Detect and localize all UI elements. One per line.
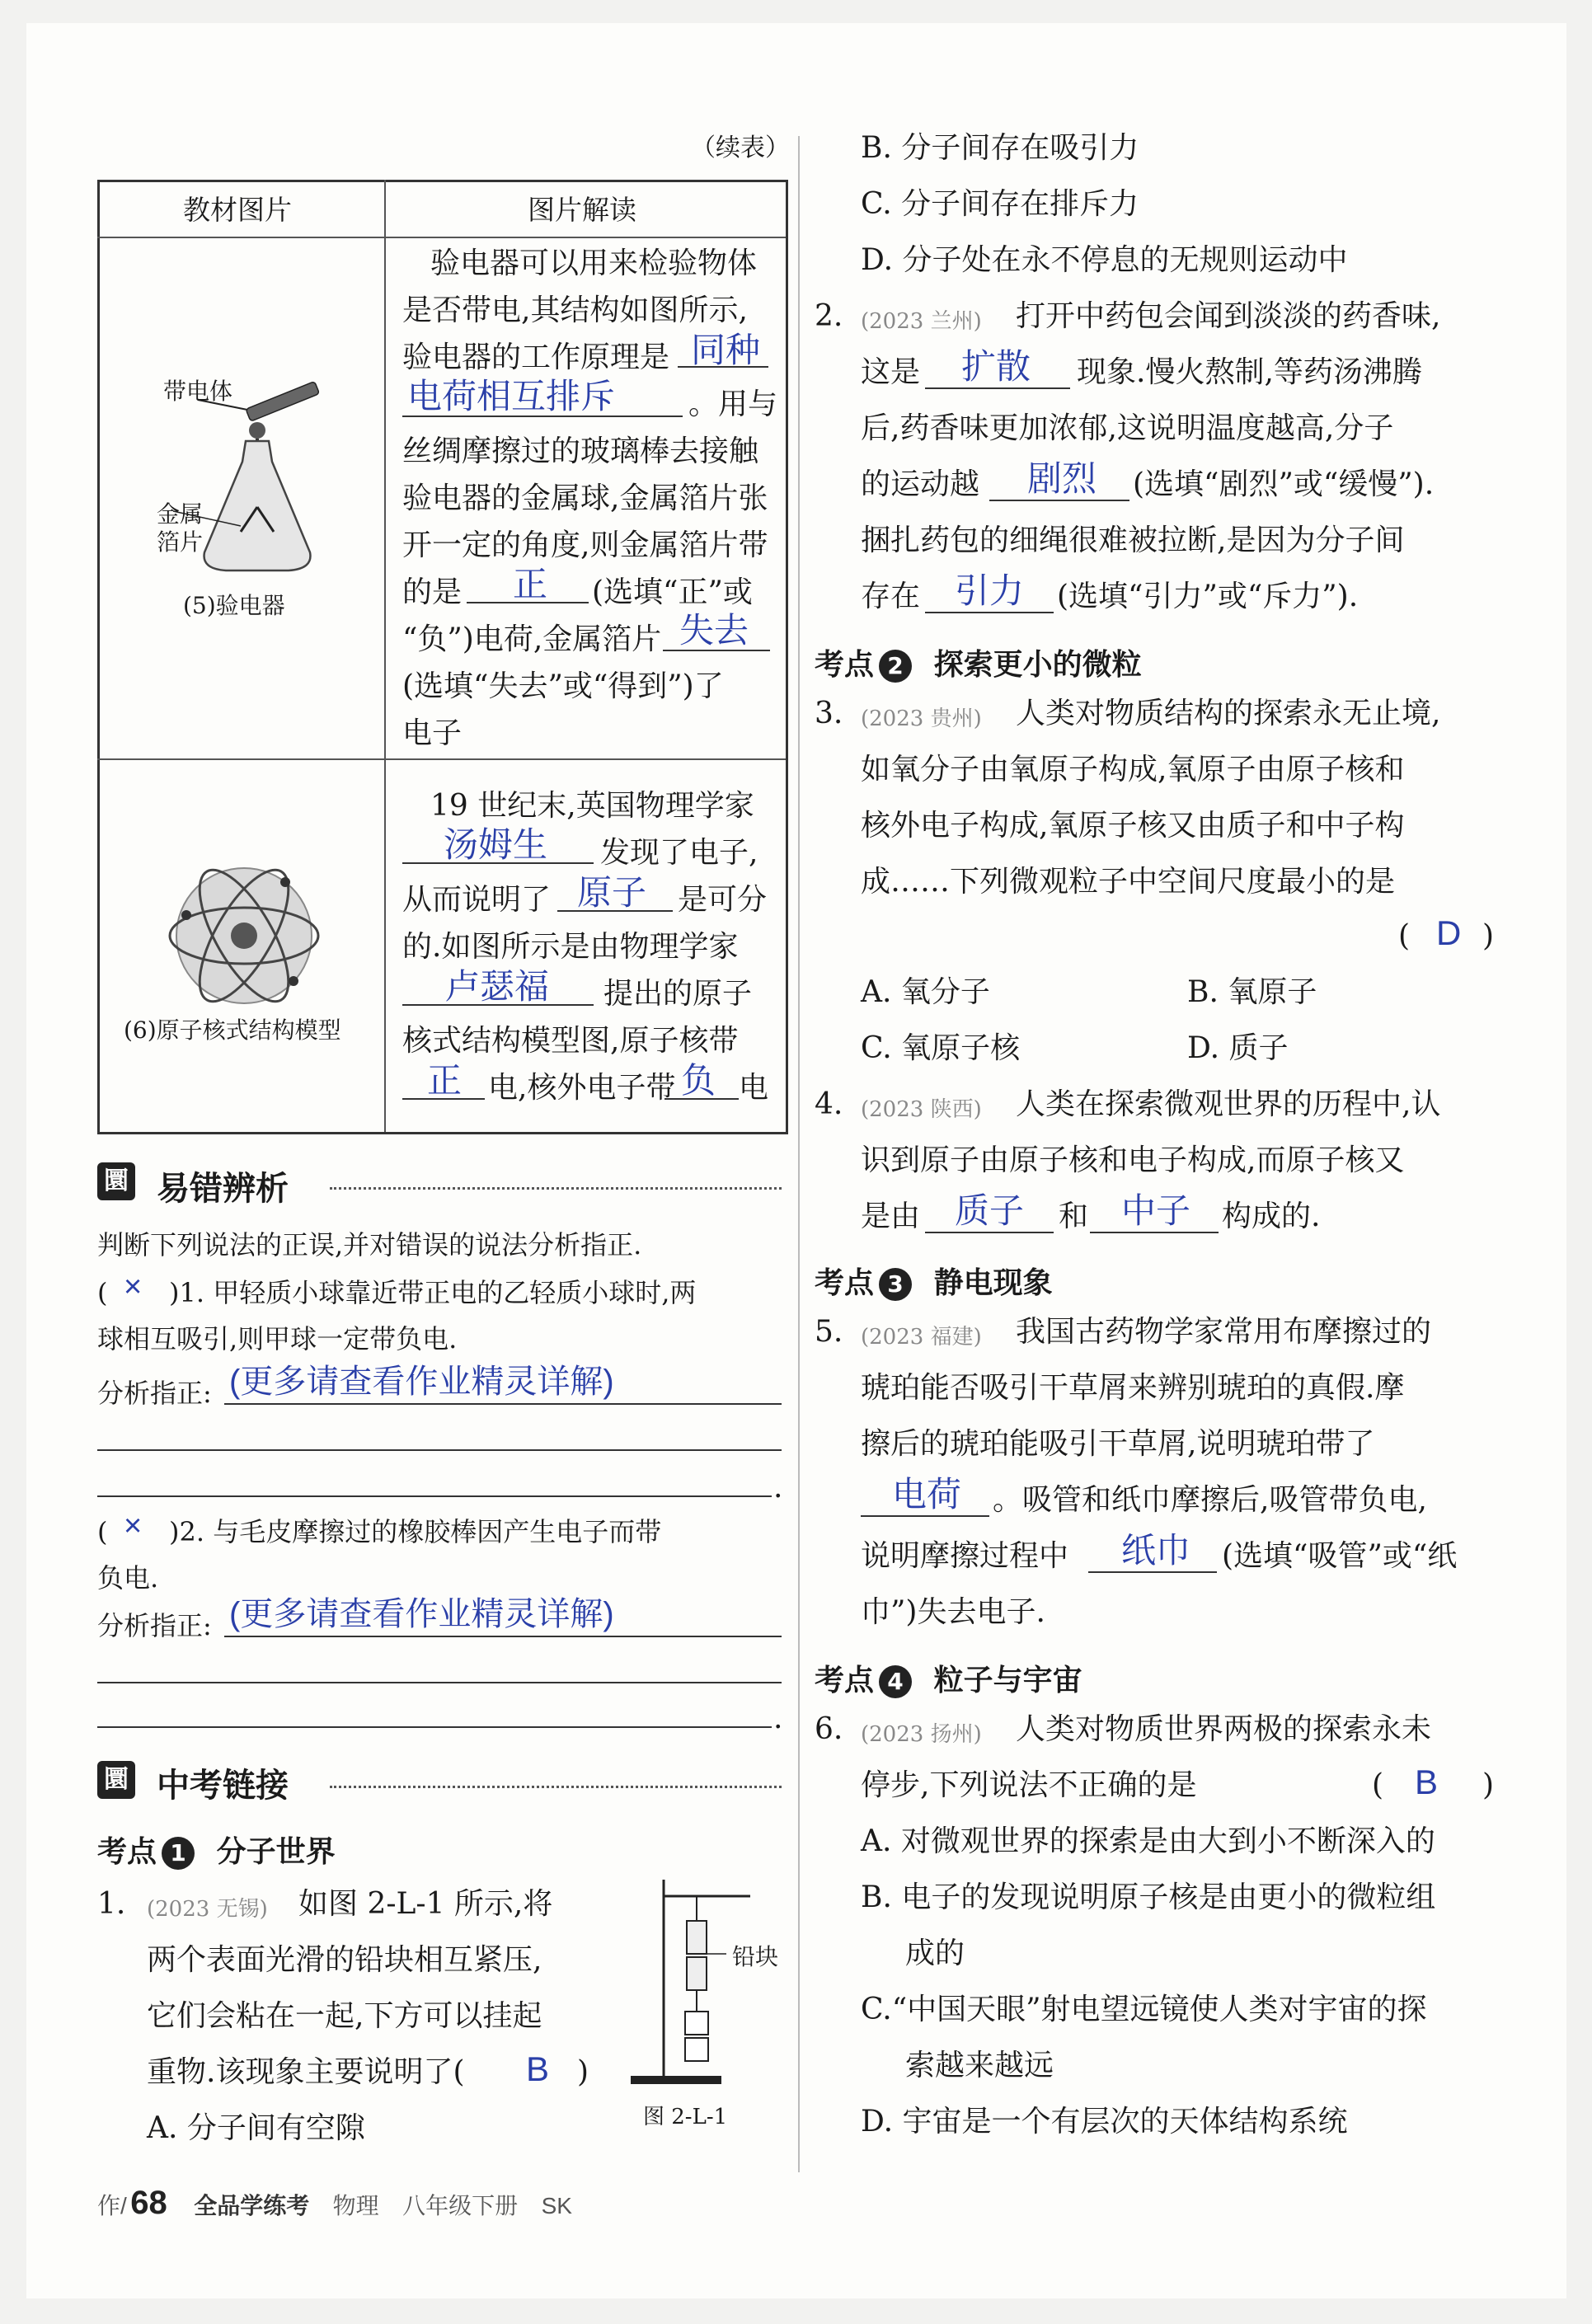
q1-line: 它们会粘在一起,下方可以挂起 bbox=[147, 1999, 542, 2033]
q4-num: 4. bbox=[815, 1087, 843, 1121]
kp-label: 考点 bbox=[815, 1664, 875, 1697]
q1-optB: B. 分子间存在吸引力 bbox=[861, 131, 1139, 165]
q4-line: 是由 bbox=[861, 1200, 921, 1233]
row1-line: 电子 bbox=[402, 716, 463, 750]
q4-line: 构成的. bbox=[1222, 1200, 1321, 1233]
answer-positive: 正 bbox=[513, 565, 548, 603]
blank bbox=[989, 493, 1129, 501]
fig-label-foil: 箔片 bbox=[157, 528, 204, 556]
blank bbox=[467, 595, 589, 603]
q5-answer-charge: 电荷 bbox=[892, 1475, 962, 1514]
q1-optC: C. 分子间存在排斥力 bbox=[861, 187, 1139, 221]
kp4-heading bbox=[815, 1657, 1082, 1699]
q1-answer: B bbox=[526, 2049, 550, 2088]
answer-line bbox=[224, 1403, 782, 1405]
q3-paren-close: ) bbox=[1482, 919, 1495, 953]
blank bbox=[663, 643, 770, 651]
q6-opt: B. 电子的发现说明原子核是由更小的微粒组 bbox=[861, 1880, 1436, 1914]
q5-line: (选填“吸管”或“纸 bbox=[1222, 1539, 1458, 1573]
q3-paren-open: ( bbox=[1398, 919, 1411, 953]
footer bbox=[97, 2185, 572, 2222]
row1-line: “负”)电荷,金属箔片 bbox=[402, 622, 662, 656]
row1-line: 。用与 bbox=[688, 387, 778, 421]
section-icon: 圜 bbox=[97, 1761, 135, 1799]
figure-caption: 图 2-L-1 bbox=[643, 2105, 728, 2129]
q2-answer-attraction: 引力 bbox=[955, 571, 1025, 610]
q2-line: 后,药香味更加浓郁,这说明温度越高,分子 bbox=[861, 411, 1394, 445]
q1-source: (2023 无锡) bbox=[147, 1897, 268, 1922]
kp-number: 3 bbox=[879, 1268, 912, 1301]
q2-answer-intense: 剧烈 bbox=[1027, 459, 1097, 498]
kp-name: 粒子与宇宙 bbox=[933, 1664, 1082, 1697]
row1-line: 的是 bbox=[402, 575, 463, 609]
q4-source: (2023 陕西) bbox=[861, 1097, 982, 1122]
q5-num: 5. bbox=[815, 1315, 843, 1349]
mistake-item-2-open: ( bbox=[97, 1516, 108, 1547]
blank bbox=[861, 1509, 989, 1517]
table-divider bbox=[384, 180, 386, 1132]
row2-line: 核式结构模型图,原子核带 bbox=[402, 1024, 739, 1058]
fig-label-metal: 金属 bbox=[157, 500, 204, 528]
q3-optB: B. 氧原子 bbox=[1187, 975, 1317, 1009]
q5-line: 擦后的琥珀能吸引干草屑,说明琥珀带了 bbox=[861, 1427, 1375, 1461]
answer-line bbox=[97, 1682, 782, 1683]
analysis-answer: (更多请查看作业精灵详解) bbox=[229, 1364, 614, 1400]
q1-num: 1. bbox=[97, 1887, 126, 1921]
q5-source: (2023 福建) bbox=[861, 1325, 982, 1350]
q4-line: 人类在探索微观世界的历程中,认 bbox=[1016, 1087, 1441, 1121]
q6-opt: A. 对微观世界的探索是由大到小不断深入的 bbox=[861, 1824, 1435, 1858]
section-title-exam: 中考链接 bbox=[157, 1767, 289, 1805]
column-divider bbox=[798, 136, 800, 2172]
analysis-answer: (更多请查看作业精灵详解) bbox=[229, 1596, 614, 1632]
q2-line: 打开中药包会闻到淡淡的药香味, bbox=[1016, 299, 1441, 333]
answer-same-kind: 同种 bbox=[691, 331, 761, 369]
q4-line: 识到原子由原子核和电子构成,而原子核又 bbox=[861, 1143, 1405, 1177]
q5-line: 巾”)失去电子. bbox=[861, 1595, 1045, 1629]
table-divider bbox=[97, 237, 786, 238]
footer-book: 全品学练考 bbox=[194, 2193, 310, 2218]
q6-paren-open: ( bbox=[1372, 1768, 1384, 1802]
mistake-item-2-text: )2. 与毛皮摩擦过的橡胶棒因产生电子而带 bbox=[169, 1516, 662, 1547]
row1-line: 开一定的角度,则金属箔片带 bbox=[402, 528, 768, 562]
row2-line: 是可分 bbox=[678, 883, 768, 917]
footer-prefix: 作/ bbox=[97, 2193, 127, 2218]
row2-line: 的.如图所示是由物理学家 bbox=[402, 930, 739, 964]
mistakes-intro: 判断下列说法的正误,并对错误的说法分析指正. bbox=[97, 1229, 642, 1261]
answer-rutherford: 卢瑟福 bbox=[445, 967, 550, 1006]
row2-line: 电 bbox=[739, 1071, 769, 1105]
answer-electron-negative: 负 bbox=[681, 1061, 716, 1100]
q6-line: 停步,下列说法不正确的是 bbox=[861, 1768, 1197, 1802]
mistake-item-1-mark: × bbox=[124, 1270, 143, 1304]
q5-answer-tissue: 纸巾 bbox=[1121, 1531, 1191, 1570]
row1-line: (选填“失去”或“得到”)了 bbox=[402, 669, 724, 703]
fig-label-charged-body: 带电体 bbox=[163, 378, 233, 405]
kp-label: 考点 bbox=[97, 1835, 157, 1869]
answer-nucleus-positive: 正 bbox=[427, 1061, 463, 1100]
q5-line: 琥珀能否吸引干草屑来辨别琥珀的真假.摩 bbox=[861, 1371, 1405, 1405]
q6-opt: D. 宇宙是一个有层次的天体结构系统 bbox=[861, 2105, 1348, 2139]
kp-label: 考点 bbox=[815, 1266, 875, 1300]
kp-number: 2 bbox=[879, 650, 912, 683]
q3-line: 成……下列微观粒子中空间尺度最小的是 bbox=[861, 865, 1396, 899]
q1-line: 如图 2-L-1 所示,将 bbox=[298, 1887, 553, 1921]
q5-line: 我国古药物学家常用布摩擦过的 bbox=[1016, 1315, 1432, 1349]
answer-thomson: 汤姆生 bbox=[444, 825, 548, 864]
blank bbox=[402, 856, 594, 864]
q3-optC: C. 氧原子核 bbox=[861, 1031, 1021, 1065]
blank bbox=[678, 359, 768, 368]
page-number: 68 bbox=[130, 2185, 167, 2221]
mistake-item-1-text: )1. 甲轻质小球靠近带正电的乙轻质小球时,两 bbox=[169, 1277, 697, 1308]
answer-lose: 失去 bbox=[679, 611, 749, 650]
row1-line: 验电器的金属球,金属箔片张 bbox=[402, 481, 768, 515]
footer-grade: 八年级下册 bbox=[402, 2193, 519, 2218]
table-header-pictures: 教材图片 bbox=[183, 194, 292, 226]
q2-num: 2. bbox=[815, 299, 843, 333]
q1-line: 重物.该现象主要说明了( bbox=[147, 2055, 465, 2089]
q1-optD: D. 分子处在永不停息的无规则运动中 bbox=[861, 243, 1348, 277]
kp-name: 探索更小的微粒 bbox=[933, 648, 1142, 682]
blank bbox=[665, 1092, 739, 1100]
footer-edition: SK bbox=[541, 2193, 572, 2218]
kp2-heading bbox=[815, 641, 1142, 683]
q4-answer-proton: 质子 bbox=[955, 1191, 1025, 1230]
q3-source: (2023 贵州) bbox=[861, 707, 982, 731]
q2-line: (选填“剧烈”或“缓慢”). bbox=[1133, 467, 1435, 501]
kp3-heading bbox=[815, 1260, 1053, 1302]
q1-line: 两个表面光滑的铅块相互紧压, bbox=[147, 1943, 542, 1977]
blank bbox=[1090, 1225, 1219, 1233]
fig-label-lead-block: 铅块 bbox=[732, 1943, 779, 1970]
row1-line: 是否带电,其结构如图所示, bbox=[402, 293, 748, 327]
period: . bbox=[773, 1471, 783, 1505]
q1-optA: A. 分子间有空隙 bbox=[147, 2111, 365, 2145]
q6-opt: C.“中国天眼”射电望远镜使人类对宇宙的探 bbox=[861, 1993, 1427, 2026]
answer-line bbox=[224, 1636, 782, 1637]
q6-opt: 索越来越远 bbox=[905, 2049, 1054, 2082]
q2-line: 存在 bbox=[861, 580, 921, 613]
q2-source: (2023 兰州) bbox=[861, 309, 982, 334]
answer-line bbox=[97, 1726, 772, 1728]
row2-line: 电,核外电子带 bbox=[488, 1071, 676, 1105]
electroscope-caption: (5)验电器 bbox=[183, 592, 285, 619]
row2-line: 提出的原子 bbox=[603, 977, 753, 1011]
blank bbox=[925, 381, 1070, 389]
row2-line: 发现了电子, bbox=[600, 836, 758, 870]
row1-line: (选填“正”或 bbox=[592, 575, 753, 609]
mistake-item-2-text: 负电. bbox=[97, 1562, 159, 1594]
q6-num: 6. bbox=[815, 1712, 843, 1746]
continued-label: （续表） bbox=[691, 134, 790, 162]
lead-block-figure bbox=[614, 1871, 779, 2094]
q3-line: 人类对物质结构的探索永无止境, bbox=[1016, 697, 1441, 730]
footer-subject: 物理 bbox=[332, 2193, 379, 2218]
q6-opt: 成的 bbox=[905, 1937, 965, 1970]
answer-line bbox=[97, 1449, 782, 1451]
kp1-heading bbox=[97, 1829, 336, 1871]
q3-optD: D. 质子 bbox=[1187, 1031, 1289, 1065]
blank bbox=[925, 1225, 1054, 1233]
mistake-item-2-mark: × bbox=[124, 1509, 143, 1543]
section-title-mistakes: 易错辨析 bbox=[157, 1170, 289, 1208]
mistake-item-1-open: ( bbox=[97, 1277, 108, 1308]
q2-line: 现象.慢火熬制,等药汤沸腾 bbox=[1077, 355, 1422, 389]
q6-answer: B bbox=[1415, 1763, 1439, 1801]
q3-line: 核外电子构成,氧原子核又由质子和中子构 bbox=[861, 809, 1405, 843]
q1-close: ) bbox=[577, 2055, 589, 2089]
blank bbox=[925, 605, 1054, 613]
row1-line: 丝绸摩擦过的玻璃棒去接触 bbox=[402, 434, 759, 468]
q6-source: (2023 扬州) bbox=[861, 1722, 982, 1747]
table-header-reading: 图片解读 bbox=[528, 194, 636, 226]
q2-line: (选填“引力”或“斥力”). bbox=[1057, 580, 1359, 613]
row2-line: 19 世纪末,英国物理学家 bbox=[430, 789, 754, 823]
q2-line: 捆扎药包的细绳很难被拉断,是因为分子间 bbox=[861, 523, 1405, 557]
kp-number: 1 bbox=[162, 1837, 195, 1870]
section-rule bbox=[330, 1786, 782, 1788]
table-divider bbox=[97, 758, 786, 760]
kp-name: 静电现象 bbox=[933, 1266, 1053, 1300]
q2-answer-diffusion: 扩散 bbox=[961, 347, 1031, 386]
section-icon: 圜 bbox=[97, 1162, 135, 1200]
kp-number: 4 bbox=[879, 1665, 912, 1698]
blank bbox=[1088, 1565, 1217, 1573]
answer-line bbox=[97, 1495, 772, 1497]
section-rule bbox=[330, 1187, 782, 1190]
blank bbox=[402, 1092, 485, 1100]
kp-label: 考点 bbox=[815, 648, 875, 682]
analysis-label: 分析指正: bbox=[97, 1378, 212, 1409]
q3-num: 3. bbox=[815, 697, 843, 730]
kp-name: 分子世界 bbox=[216, 1835, 336, 1869]
row1-line: 验电器的工作原理是 bbox=[402, 340, 670, 374]
mistake-item-1-text: 球相互吸引,则甲球一定带负电. bbox=[97, 1323, 458, 1354]
row2-line: 从而说明了 bbox=[402, 883, 552, 917]
q3-optA: A. 氧分子 bbox=[861, 975, 990, 1009]
row1-line: 验电器可以用来检验物体 bbox=[430, 246, 758, 280]
blank bbox=[557, 904, 673, 912]
q6-line: 人类对物质世界两极的探索永未 bbox=[1016, 1712, 1432, 1746]
atom-model-figure bbox=[162, 857, 326, 1014]
analysis-label: 分析指正: bbox=[97, 1610, 212, 1641]
blank bbox=[402, 998, 594, 1006]
answer-atom: 原子 bbox=[577, 873, 647, 912]
q3-line: 如氧分子由氧原子构成,氧原子由原子核和 bbox=[861, 753, 1405, 786]
answer-repel: 电荷相互排斥 bbox=[407, 377, 616, 416]
q5-line: 。吸管和纸巾摩擦后,吸管带负电, bbox=[993, 1483, 1427, 1517]
q6-paren-close: ) bbox=[1482, 1768, 1495, 1802]
blank bbox=[402, 409, 683, 417]
q2-line: 的运动越 bbox=[861, 467, 980, 501]
q4-line: 和 bbox=[1059, 1200, 1089, 1233]
q4-answer-neutron: 中子 bbox=[1121, 1191, 1191, 1230]
q5-line: 说明摩擦过程中 bbox=[861, 1539, 1069, 1573]
q3-answer: D bbox=[1436, 913, 1462, 952]
period: . bbox=[773, 1702, 783, 1735]
atom-model-caption: (6)原子核式结构模型 bbox=[124, 1016, 341, 1044]
q2-line: 这是 bbox=[861, 355, 921, 389]
